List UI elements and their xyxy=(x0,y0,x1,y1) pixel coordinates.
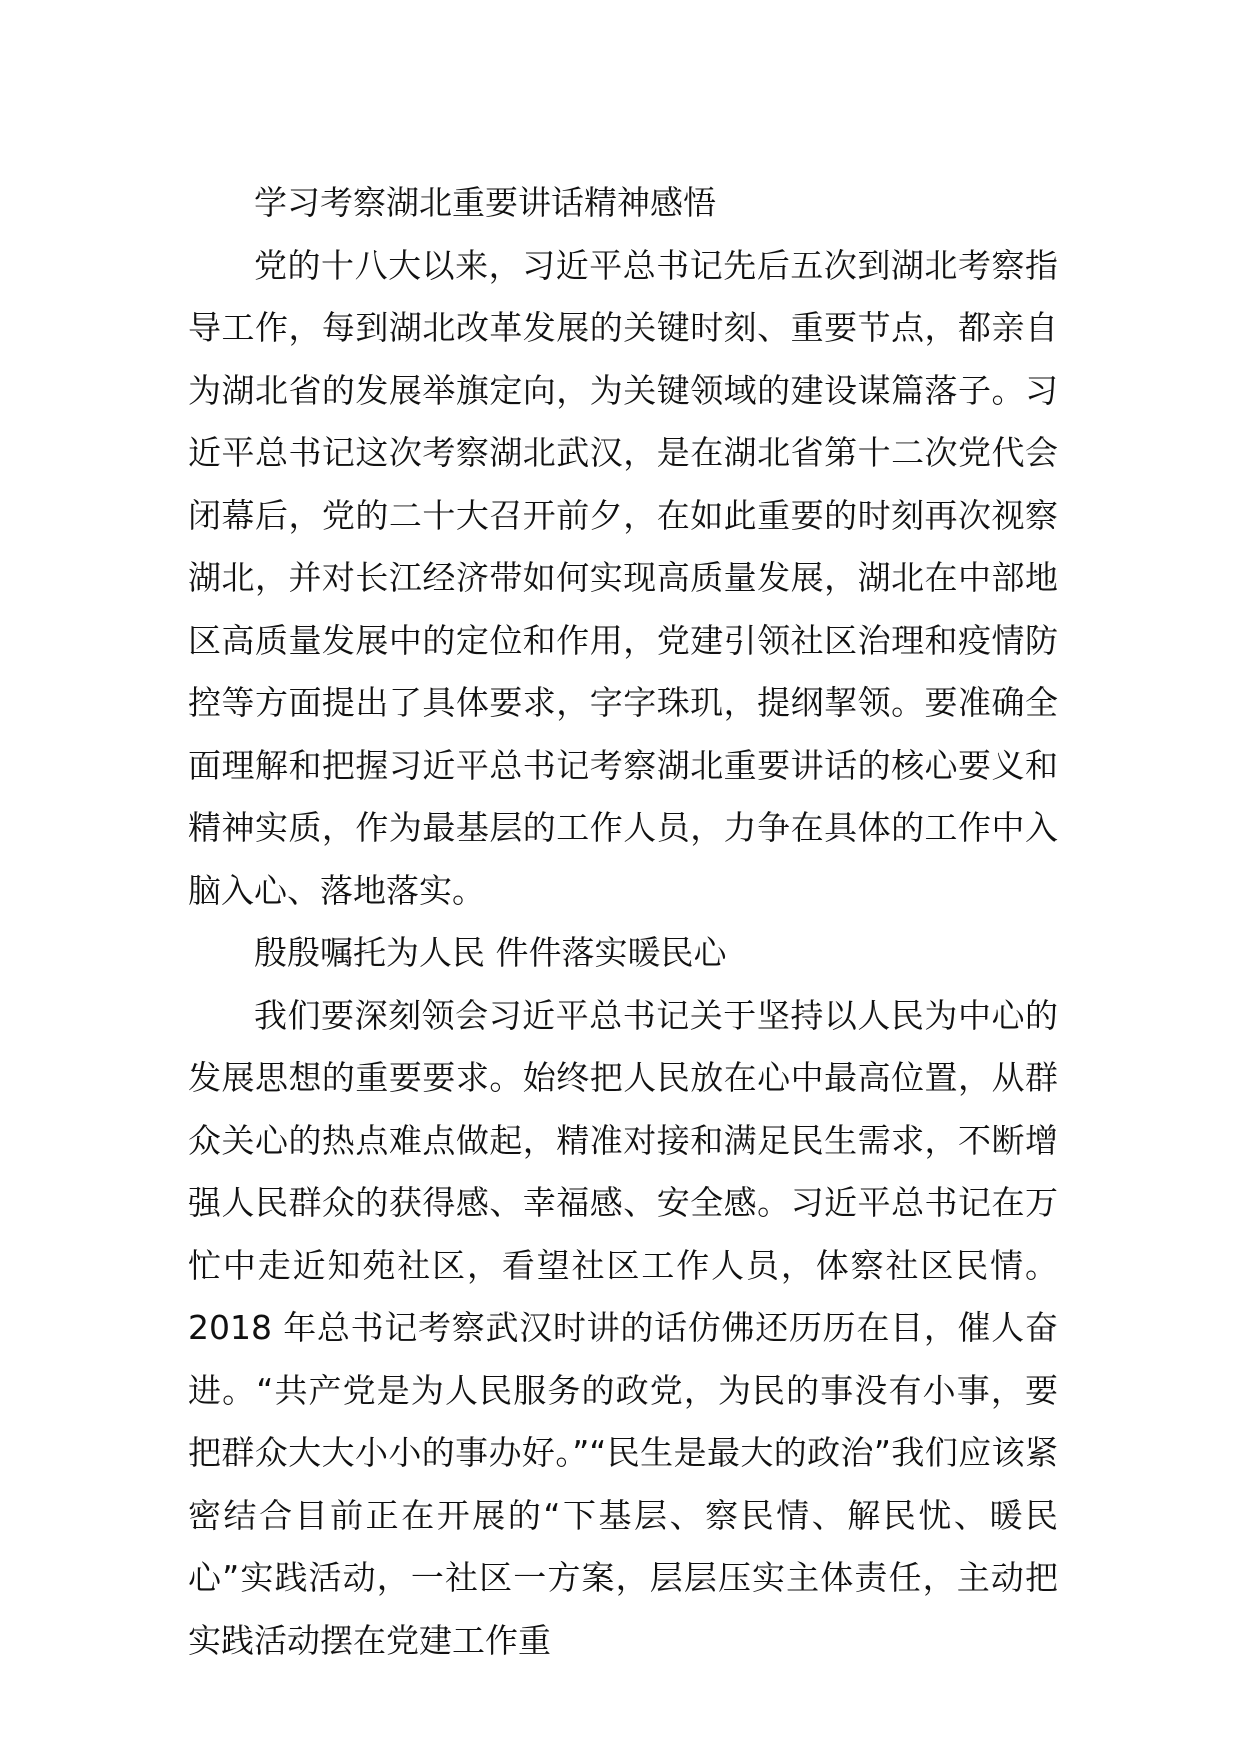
paragraph-2: 我们要深刻领会习近平总书记关于坚持以人民为中心的发展思想的重要要求。始终把人民放在心中最高位置，从群众关心的热点难点做起，精准对接和满足民生需求，不断增强人民群众的获得感、幸福感、安全感。习近平总书记在万忙中走近知苑社区，看望社区工作人员，体察社区民情。2018 年总书记考察武汉时讲的话仿佛还历历在目，催人奋进。“共产党是为人民服务的政党，为民的事没有小事，要把群众大大小小的事办好。”“民生是最大的政治”我们应该紧密结合目前正在开展的“下基层、察民情、解民忧、暖民心”实践活动，一社区一方案，层层压实主体责任，主动把实践活动摆在党建工作重 xyxy=(188,995,1058,1660)
document-title: 学习考察湖北重要讲话精神感悟 xyxy=(254,183,716,222)
section-heading: 殷殷嘱托为人民 件件落实暖民心 xyxy=(254,933,727,972)
document-body xyxy=(188,172,1058,1672)
paragraph-1: 党的十八大以来，习近平总书记先后五次到湖北考察指导工作，每到湖北改革发展的关键时刻、重要节点，都亲自为湖北省的发展举旗定向，为关键领域的建设谋篇落子。习近平总书记这次考察湖北武汉，是在湖北省第十二次党代会闭幕后，党的二十大召开前夕，在如此重要的时刻再次视察湖北，并对长江经济带如何实现高质量发展，湖北在中部地区高质量发展中的定位和作用，党建引领社区治理和疫情防控等方面提出了具体要求，字字珠玑，提纲挈领。要准确全面理解和把握习近平总书记考察湖北重要讲话的核心要义和精神实质，作为最基层的工作人员，力争在具体的工作中入脑入心、落地落实。 xyxy=(188,245,1058,910)
